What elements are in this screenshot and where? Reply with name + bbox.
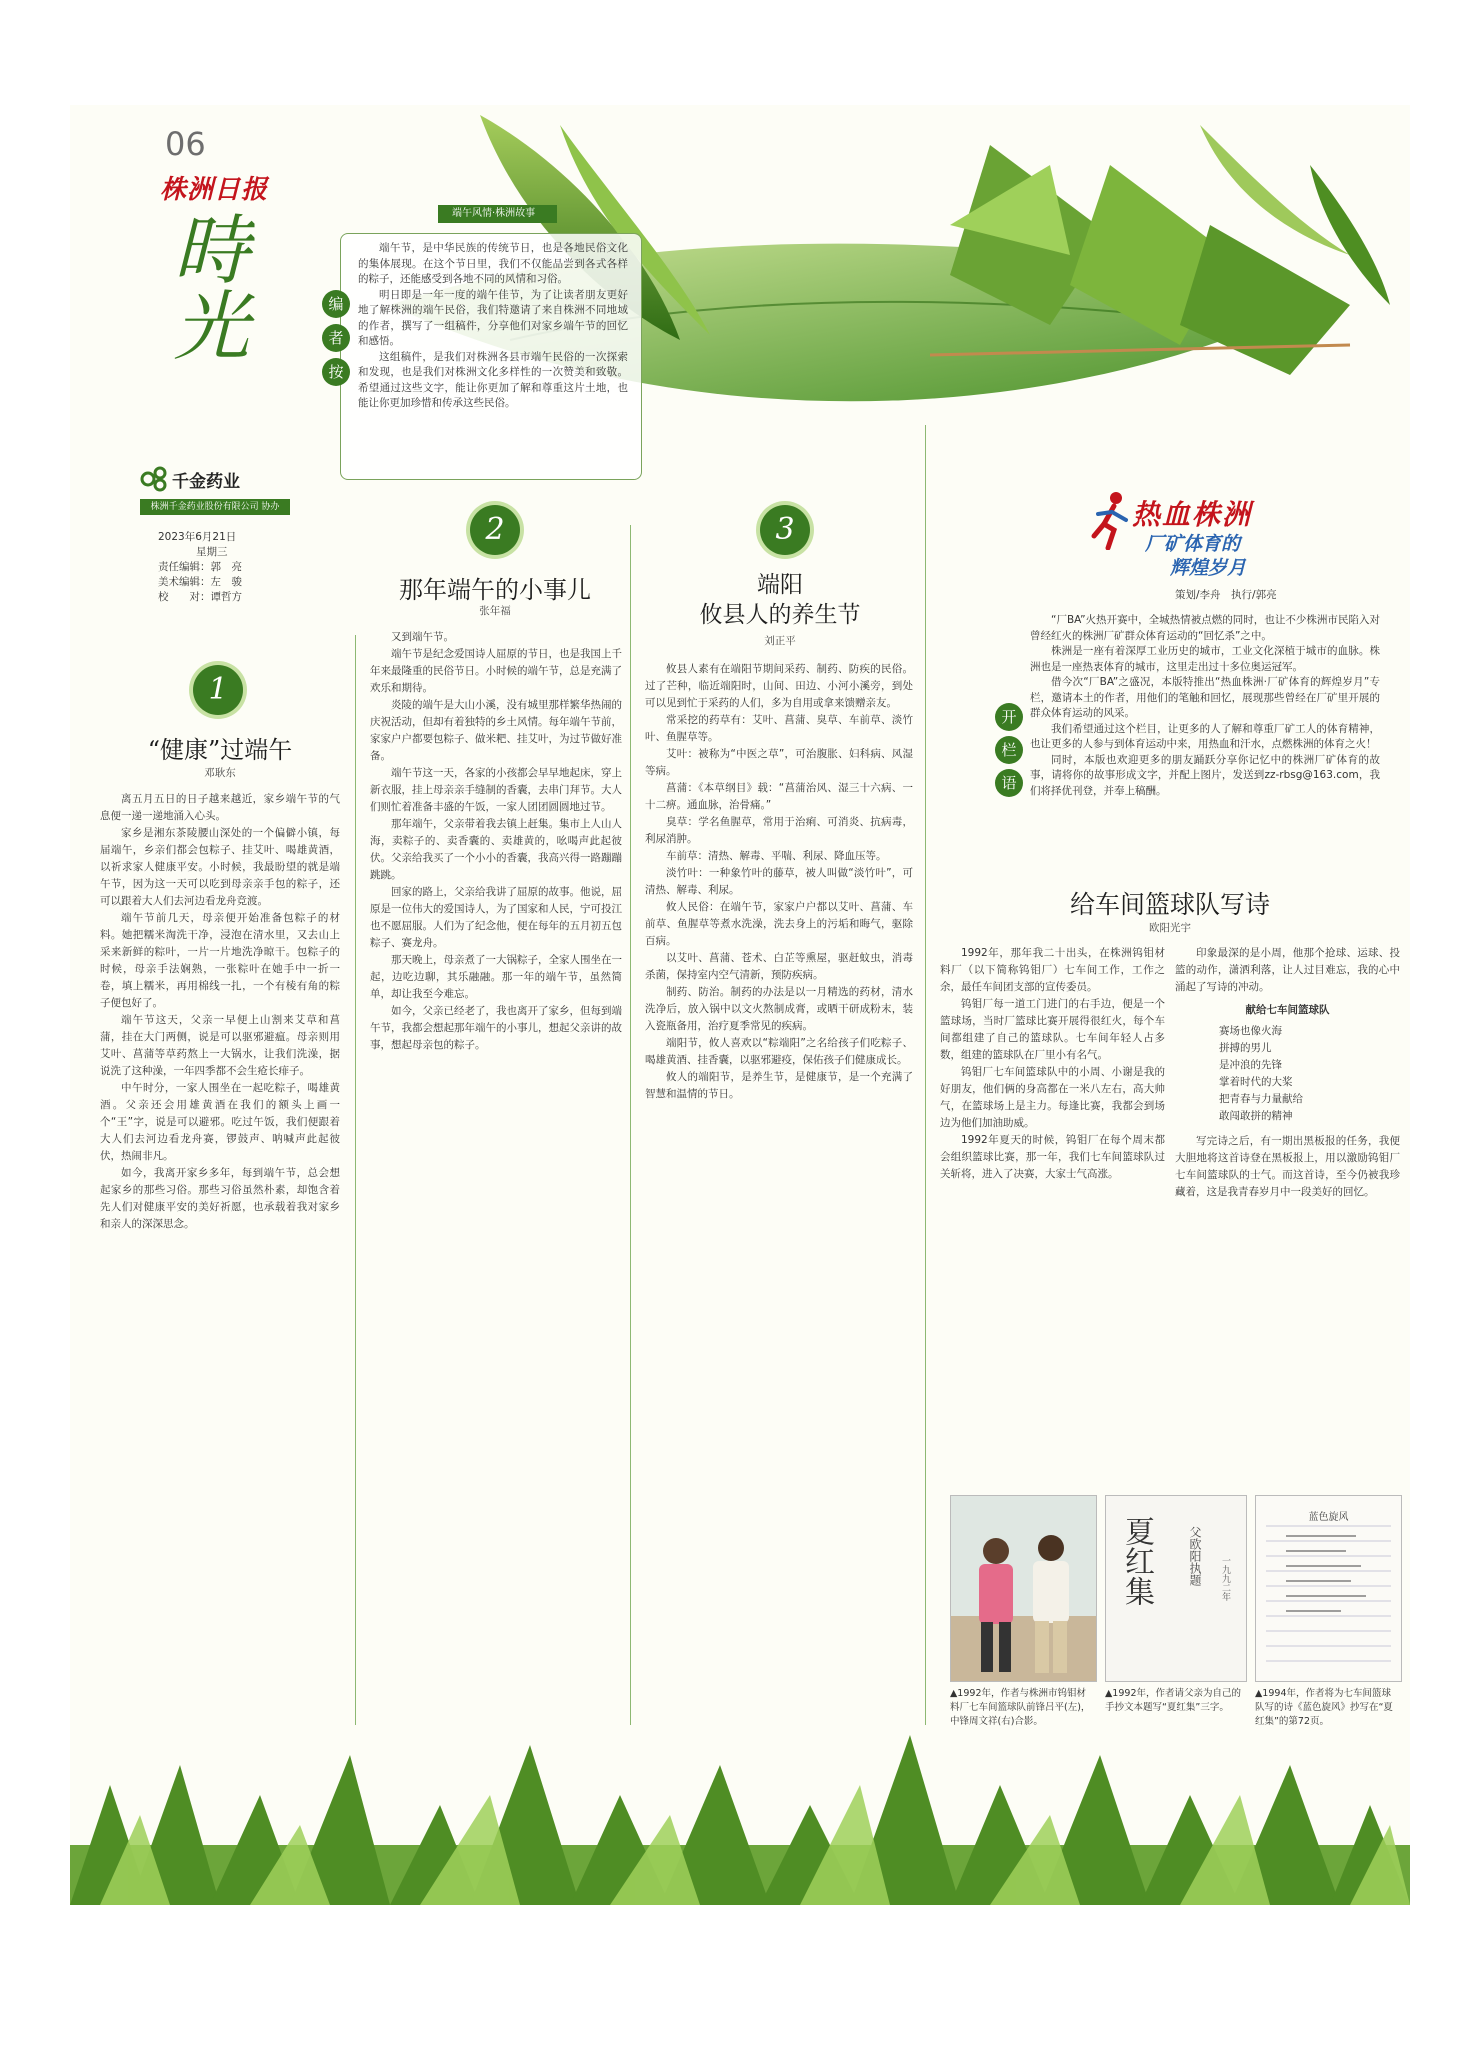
poem [1175, 1023, 1400, 1125]
feature-paragraph: 钨钼厂每一道工门进门的右手边，便是一个篮球场，当时厂篮球比赛开展得很红火，每个车间都组建了自己的篮球队。七车间年轻人占多数，组建的篮球队在厂里小有名气。 [940, 998, 1165, 1061]
article-paragraph: 端午节这天，父亲一早便上山割来艾草和菖蒲，挂在大门两侧，说是可以驱邪避瘟。母亲则用艾叶、菖蒲等草药熬上一大锅水，让我们洗澡，据说洗了这种澡，一年四季都不会生疮长痱子。 [100, 1014, 340, 1077]
calligraphy-signature: 父欧阳执题 [1188, 1526, 1202, 1586]
article-body [100, 791, 340, 1726]
sponsor-logo-icon [140, 465, 168, 493]
article-paragraph: 菖蒲：《本草纲目》载：“菖蒲治风、湿三十六病、一十二痹。通血脉，治骨痛。” [645, 782, 913, 811]
article-body [645, 661, 913, 1725]
feature-article-title: 给车间篮球队写诗 [1069, 890, 1270, 919]
calligraphy-main: 夏红集 [1119, 1516, 1154, 1606]
column-divider [925, 425, 926, 1725]
issue-date: 2023年6月21日 [158, 531, 237, 543]
article-paragraph: 端阳节，攸人喜欢以“粽端阳”之名给孩子们吃粽子、喝雄黄酒、挂香囊，以驱邪避疫，保佑孩子们健康成长。 [645, 1037, 913, 1066]
article-paragraph: 制药、防治。制药的办法是以一月精选的药材，清水洗净后，放入锅中以文火熬制成膏，或晒干研成粉末，装入瓷瓶备用，治疗夏季常见的疾病。 [645, 986, 913, 1032]
poem-line: 拼搏的男儿 [1219, 1042, 1272, 1054]
opener-paragraph: 同时，本版也欢迎更多的朋友踊跃分享你记忆中的株洲厂矿体育的故事，请将你的故事形成文字，并配上图片，发送到zz-rbsg@163.com，我们将择优刊登，并奉上稿酬。 [1030, 753, 1380, 797]
article-paragraph: 臭草：学名鱼腥草，常用于治痢、可消炎、抗病毒，利尿消肿。 [645, 816, 913, 845]
article-author: 邓耿东 [204, 767, 236, 779]
label-char: 编 [322, 290, 350, 318]
article-body [370, 629, 622, 1725]
editor-note-label [322, 290, 350, 386]
article-author: 刘正平 [764, 635, 796, 647]
feature-credits: 策划/李舟 执行/郭亮 [1175, 589, 1277, 601]
article-paragraph: 端午节前几天，母亲便开始准备包粽子的材料。她把糯米淘洗干净，浸泡在清水里，又去山上采来新鲜的粽叶，一片一片地洗净晾干。包粽子的时候，母亲手法娴熟，一张粽叶在她手中一折一卷，填上糯米，再用棉线一扎，一个有棱有角的粽子便包好了。 [100, 912, 340, 1009]
poem-line: 赛场也像火海 [1219, 1025, 1282, 1037]
poem-line: 是冲浪的先锋 [1219, 1059, 1282, 1071]
article-paragraph: 中午时分，一家人围坐在一起吃粽子，喝雄黄酒。父亲还会用雄黄酒在我们的额头上画一个“王”字，说是可以避邪。吃过午饭，我们便跟着大人们去河边看龙舟赛，锣鼓声、呐喊声此起彼伏，热闹非凡。 [100, 1082, 340, 1162]
article-paragraph: 回家的路上，父亲给我讲了屈原的故事。他说，屈原是一位伟大的爱国诗人，为了国家和人民，宁可投江也不愿屈服。人们为了纪念他，便在每年的五月初五包粽子、赛龙舟。 [370, 886, 622, 949]
sponsor-name: 千金药业 [172, 472, 240, 492]
photo-caption: ▲1994年，作者将为七车间篮球队写的诗《蓝色旋风》抄写在“夏红集”的第72页。 [1255, 1688, 1393, 1727]
opener-paragraph: 借今次“厂BA”之盛况，本版特推出“热血株洲·厂矿体育的辉煌岁月”专栏，邀请本土的作者，用他们的笔触和回忆，展现那些曾经在厂矿里开展的群众体育运动的风采。 [1030, 676, 1380, 719]
photo-caption: ▲1992年，作者与株洲市钨钼材料厂七车间篮球队前锋吕平(左)，中锋周文祥(右)合影。 [950, 1688, 1091, 1727]
article-paragraph: 端午节这一天，各家的小孩都会早早地起床，穿上新衣服，挂上母亲亲手缝制的香囊，去串门拜节。大人们则忙着准备丰盛的午饭，一家人团团圆圆地过节。 [370, 767, 622, 813]
column-opener-text [1030, 613, 1380, 875]
label-char: 栏 [995, 736, 1023, 764]
article-title: 那年端午的小事儿 [399, 576, 591, 604]
page-number: 06 [165, 125, 206, 163]
label-char: 按 [322, 358, 350, 386]
article-paragraph: 端午节是纪念爱国诗人屈原的节日，也是我国上千年来最隆重的民俗节日。小时候的端午节，总是充满了欢乐和期待。 [370, 648, 622, 694]
article-paragraph: 常采挖的药草有：艾叶、菖蒲、臭草、车前草、淡竹叶、鱼腥草等。 [645, 714, 913, 743]
article-number-badge: 3 [760, 505, 810, 555]
section-title: 時光 [161, 210, 250, 362]
article-number-badge: 1 [193, 665, 243, 715]
article-author: 张年福 [479, 605, 511, 617]
editor-line: 校 对：谭哲方 [158, 591, 242, 603]
article-paragraph: 如今，我离开家乡多年，每到端午节，总会想起家乡的那些习俗。那些习俗虽然朴素，却饱含着先人们对健康平安的美好祈愿，也承载着我对家乡和亲人的深深思念。 [100, 1167, 340, 1230]
column-divider [630, 525, 631, 1725]
article-title: “健康”过端午 [147, 736, 293, 764]
article-paragraph: 那年端午，父亲带着我去镇上赶集。集市上人山人海，卖粽子的、卖香囊的、卖雄黄的，吆喝声此起彼伏。父亲给我买了一个小小的香囊，我高兴得一路蹦蹦跳跳。 [370, 818, 622, 881]
issue-info [158, 530, 242, 605]
editor-note-paragraph: 端午节，是中华民族的传统节日，也是各地民俗文化的集体展现。在这个节日里，我们不仅能品尝到各式各样的粽子，还能感受到各地不同的风情和习俗。 [358, 242, 628, 285]
article-paragraph: 艾叶：被称为“中医之草”，可治腹胀、妇科病、风湿等病。 [645, 748, 913, 777]
article-paragraph: 那天晚上，母亲煮了一大锅粽子，全家人围坐在一起，边吃边聊，其乐融融。那一年的端午节，虽然简单，却让我至今难忘。 [370, 954, 622, 1000]
editor-note-paragraph: 明日即是一年一度的端午佳节，为了让读者朋友更好地了解株洲的端午民俗，我们特邀请了来自株洲不同地域的作者，撰写了一组稿件，分享他们对家乡端午节的回忆和感悟。 [358, 288, 628, 347]
editor-line: 美术编辑：左 骏 [158, 576, 242, 588]
article-paragraph: 攸人的端阳节，是养生节，是健康节，是一个充满了智慧和温情的节日。 [645, 1071, 913, 1100]
article-paragraph: 如今，父亲已经老了，我也离开了家乡，但每到端午节，我都会想起那年端午的小事儿，想起父亲讲的故事，想起母亲包的粽子。 [370, 1005, 622, 1051]
topic-tag: 端午风情·株洲故事 [438, 205, 557, 223]
feature-paragraph: 印象最深的是小周，他那个抢球、运球、投篮的动作，潇洒利落，让人过目难忘，我的心中涌起了写诗的冲动。 [1175, 947, 1400, 993]
label-char: 者 [322, 324, 350, 352]
photo-calligraphy [1105, 1495, 1247, 1682]
poem-title: 献给七车间篮球队 [1245, 1004, 1330, 1016]
article-paragraph: 攸县人素有在端阳节期间采药、制药、防疾的民俗。过了芒种，临近端阳时，山间、田边、小河小溪旁，到处可以见到忙于采药的人们，多为自用或拿来馈赠亲友。 [645, 663, 913, 709]
article-number-badge: 2 [470, 505, 520, 555]
feature-article-author: 欧阳光宇 [1149, 922, 1191, 934]
article-paragraph: 车前草：清热、解毒、平喘、利尿、降血压等。 [666, 850, 887, 862]
issue-weekday: 星期三 [196, 546, 228, 558]
column-opener-label [995, 703, 1023, 797]
article-paragraph: 离五月五日的日子越来越近，家乡端午节的气息便一递一递地涌入心头。 [100, 793, 340, 822]
feature-paragraph: 1992年，那年我二十出头，在株洲钨钼材料厂（以下简称钨钼厂）七车间工作，工作之余，最任车间团支部的宣传委员。 [940, 947, 1165, 993]
paper-name: 株洲日报 [160, 175, 269, 205]
banner-title: 热血株洲 [1132, 498, 1253, 531]
feature-paragraph: 1992年夏天的时候，钨钼厂在每个周末都会组织篮球比赛，那一年，我们七车间篮球队过关斩将，进入了决赛，大家士气高涨。 [940, 1134, 1165, 1180]
feature-paragraph: 钨钼厂七车间篮球队中的小周、小谢是我的好朋友，他们俩的身高都在一米八左右，高大帅气，在篮球场上是主力。每逢比赛，我都会到场边为他们加油助威。 [940, 1066, 1165, 1129]
article-title-line: 攸县人的养生节 [699, 602, 861, 628]
photo-manuscript [1255, 1495, 1402, 1682]
poem-line: 敢闯敢拼的精神 [1219, 1110, 1293, 1122]
calligraphy-date: 一九九二年 [1220, 1556, 1230, 1601]
label-char: 开 [995, 703, 1023, 731]
manuscript-title: 蓝色旋风 [1308, 1512, 1349, 1523]
article-title-line: 端阳 [757, 572, 803, 598]
poem-line: 掌着时代的大桨 [1219, 1076, 1293, 1088]
poem-line: 把青春与力量献给 [1219, 1093, 1303, 1105]
article-paragraph: 攸人民俗：在端午节，家家户户都以艾叶、菖蒲、车前草、鱼腥草等煮水洗澡，洗去身上的污垢和晦气，驱除百病。 [645, 901, 913, 947]
label-char: 语 [995, 769, 1023, 797]
column-divider [355, 635, 356, 1725]
editor-line: 责任编辑：郭 亮 [158, 561, 242, 573]
feature-article-body-left [940, 945, 1165, 1480]
editor-note-text [358, 241, 628, 473]
banner-subtitle: 辉煌岁月 [1170, 557, 1247, 579]
article-paragraph: 又到端午节。 [391, 631, 454, 643]
sponsor-band: 株洲千金药业股份有限公司 协办 [140, 499, 290, 515]
article-paragraph: 以艾叶、菖蒲、苍术、白芷等熏屋，驱赶蚊虫，消毒杀菌，保持室内空气清新，预防疾病。 [645, 952, 913, 981]
opener-paragraph: 我们希望通过这个栏目，让更多的人了解和尊重厂矿工人的体育精神，也让更多的人参与到体育运动中来，用热血和汗水，点燃株洲的体育之火！ [1030, 722, 1380, 750]
article-paragraph: 家乡是湘东茶陵腰山深处的一个偏僻小镇，每届端午，乡亲们都会包粽子、挂艾叶、喝雄黄酒，以祈求家人健康平安。小时候，我最盼望的就是端午节，因为这一天可以吃到母亲亲手包的粽子，还可以跟着大人们去河边看龙舟竞渡。 [100, 827, 340, 907]
grass-leaves-decoration [70, 1725, 1410, 1905]
feature-article-body-right [1175, 945, 1400, 1480]
banner-subtitle: 厂矿体育的 [1145, 533, 1241, 555]
article-paragraph: 淡竹叶：一种象竹叶的藤草，被人叫做“淡竹叶”，可清热、解毒、利尿。 [645, 867, 913, 896]
newspaper-page [70, 105, 1410, 1905]
runner-icon [1090, 490, 1130, 550]
opener-paragraph: 株洲是一座有着深厚工业历史的城市，工业文化深植于城市的血脉。株洲也是一座热衷体育的城市，这里走出过十多位奥运冠军。 [1030, 645, 1380, 673]
editor-note-paragraph: 这组稿件，是我们对株洲各县市端午民俗的一次探索和发现，也是我们对株洲文化多样性的一次赞美和致敬。希望通过这些文字，能让你更加了解和尊重这片土地，也能让你更加珍惜和传承这些民俗。 [358, 350, 628, 409]
article-title [645, 570, 915, 630]
photo-two-men [950, 1495, 1097, 1682]
photo-caption: ▲1992年，作者请父亲为自己的手抄文本题写“夏红集”三字。 [1105, 1688, 1241, 1713]
feature-paragraph: 写完诗之后，有一期出黑板报的任务，我便大胆地将这首诗登在黑板报上，用以激励钨钼厂七车间篮球队的士气。而这首诗，至今仍被我珍藏着，这是我青春岁月中一段美好的回忆。 [1175, 1135, 1400, 1198]
article-paragraph: 炎陵的端午是大山小溪，没有城里那样繁华热闹的庆祝活动，但却有着独特的乡土风情。每年端午节前，家家户户都要包粽子、做米粑、挂艾叶，为过节做好准备。 [370, 699, 622, 762]
opener-paragraph: “厂BA”火热开赛中，全城热情被点燃的同时，也让不少株洲市民陷入对曾经红火的株洲厂矿群众体育运动的“回忆杀”之中。 [1030, 614, 1380, 642]
